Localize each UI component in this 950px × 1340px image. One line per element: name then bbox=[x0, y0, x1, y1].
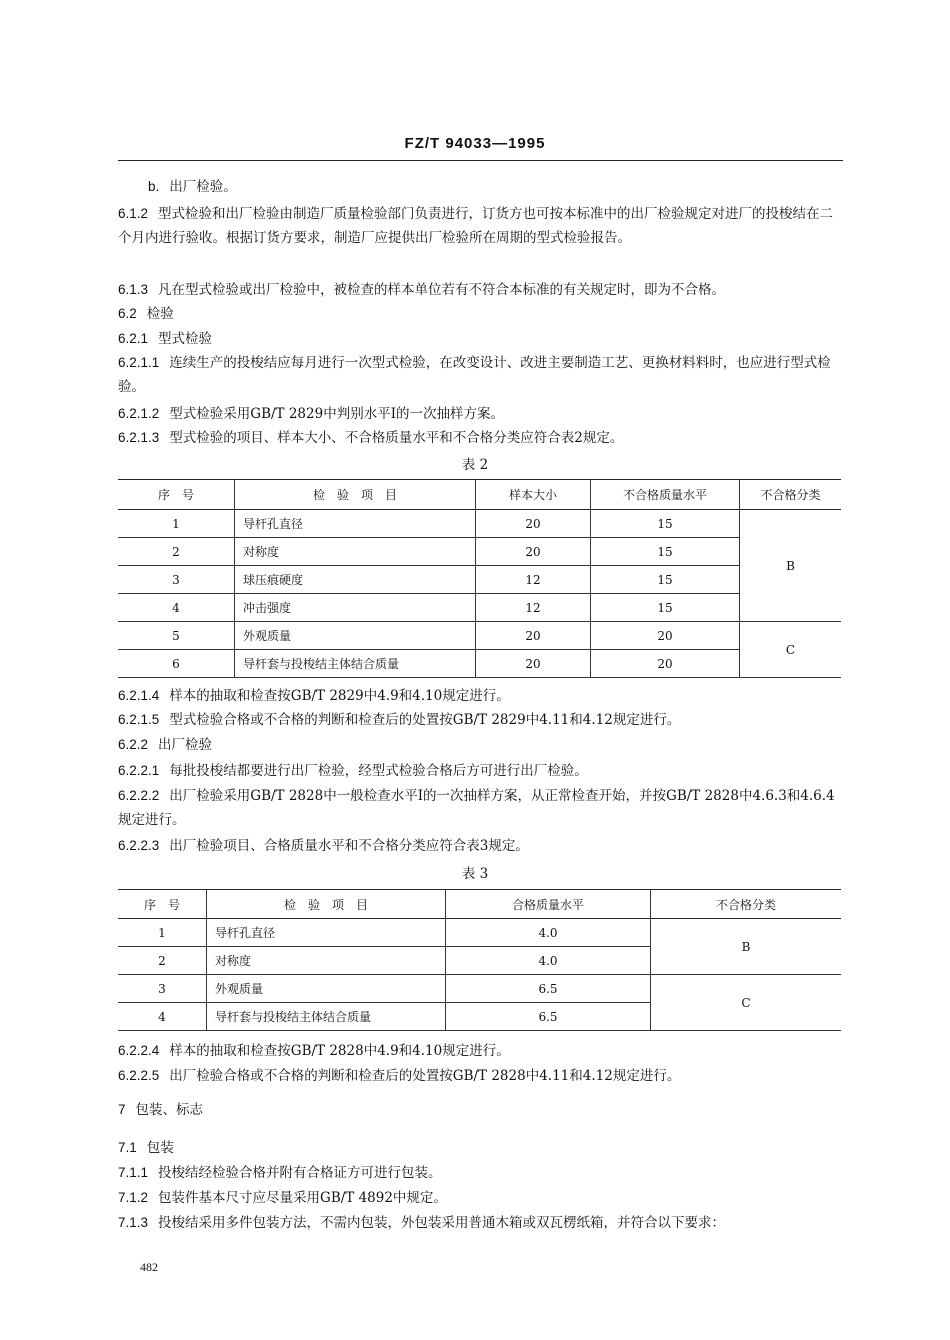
clause-number: 6.2.1.5 bbox=[118, 712, 160, 727]
table-cell: 导杆孔直径 bbox=[235, 510, 476, 538]
table-header-cell: 序 号 bbox=[118, 890, 207, 919]
paragraph-7-1-1 bbox=[118, 1161, 846, 1185]
clause-number: 6.2.1 bbox=[118, 331, 149, 346]
paragraph-6-2-2-4 bbox=[118, 1039, 846, 1063]
clause-number: 7.1 bbox=[118, 1140, 137, 1155]
clause-text: 凡在型式检验或出厂检验中，被检查的样本单位若有不符合本标准的有关规定时，即为不合格。 bbox=[158, 282, 726, 298]
clause-number: 6.2.2.4 bbox=[118, 1043, 160, 1058]
clause-number: 6.2.1.2 bbox=[118, 406, 160, 421]
paragraph-6-2-2 bbox=[118, 733, 846, 757]
table-row bbox=[118, 510, 841, 538]
clause-number: 6.1.3 bbox=[118, 282, 149, 297]
table-cell: 15 bbox=[591, 510, 740, 538]
table-3-caption: 表 3 bbox=[461, 866, 489, 882]
table-header-cell: 序 号 bbox=[118, 480, 235, 510]
section-7-heading bbox=[118, 1098, 846, 1122]
table-cell: 球压痕硬度 bbox=[235, 566, 476, 594]
paragraph-6-2-1-1 bbox=[118, 351, 846, 399]
table-header-cell: 不合格质量水平 bbox=[591, 480, 740, 510]
clause-number: 6.2.1.4 bbox=[118, 688, 160, 703]
clause-number: 7.1.3 bbox=[118, 1215, 149, 1230]
clause-number: 7.1.2 bbox=[118, 1190, 149, 1205]
table-cell: 4.0 bbox=[446, 919, 651, 947]
table-cell: 4 bbox=[118, 1003, 207, 1031]
paragraph-6-2-1-3 bbox=[118, 426, 846, 450]
table-cell: 对称度 bbox=[235, 538, 476, 566]
table-cell: 2 bbox=[118, 538, 235, 566]
clause-text: 型式检验和出厂检验由制造厂质量检验部门负责进行，订货方也可按本标准中的出厂检验规定对进厂的投梭结在二个月内进行验收。根据订货方要求，制造厂应提供出厂检验所在周期的型式检验报告。 bbox=[118, 206, 834, 246]
table-cell: 20 bbox=[591, 622, 740, 650]
paragraph-6-2-2-5 bbox=[118, 1064, 846, 1088]
table-header-cell: 不合格分类 bbox=[651, 890, 842, 919]
table-header-cell: 合格质量水平 bbox=[446, 890, 651, 919]
clause-number: 7.1.1 bbox=[118, 1165, 149, 1180]
clause-number: 6.2.2.1 bbox=[118, 763, 160, 778]
table-row bbox=[118, 650, 841, 678]
paragraph-7-1-2 bbox=[118, 1186, 846, 1210]
clause-number: 6.2.2.5 bbox=[118, 1068, 160, 1083]
clause-text: 投梭结经检验合格并附有合格证方可进行包装。 bbox=[158, 1165, 442, 1181]
table-cell: 3 bbox=[118, 566, 235, 594]
table-cell: 3 bbox=[118, 975, 207, 1003]
paragraph-6-2-2-3 bbox=[118, 834, 846, 858]
clause-number: 6.1.2 bbox=[118, 206, 149, 221]
table-cell: 12 bbox=[476, 566, 591, 594]
table-cell: 4 bbox=[118, 594, 235, 622]
clause-number: 6.2.1.1 bbox=[118, 355, 160, 370]
class-b-cell: B bbox=[740, 510, 842, 622]
table-cell: 20 bbox=[476, 650, 591, 678]
clause-text: 包装件基本尺寸应尽量采用GB/T 4892中规定。 bbox=[158, 1190, 447, 1206]
table-cell: 20 bbox=[476, 538, 591, 566]
clause-text: 连续生产的投梭结应每月进行一次型式检验，在改变设计、改进主要制造工艺、更换材料料时，也应进行型式检验。 bbox=[118, 355, 831, 395]
clause-number: 6.2 bbox=[118, 306, 137, 321]
table-cell: 15 bbox=[591, 566, 740, 594]
table-cell: 20 bbox=[476, 622, 591, 650]
table-cell: 导杆套与投梭结主体结合质量 bbox=[235, 650, 476, 678]
clause-number: 6.2.1.3 bbox=[118, 430, 160, 445]
paragraph-6-2-1-4 bbox=[118, 684, 846, 708]
clause-text: 型式检验合格或不合格的判断和检查后的处置按GB/T 2829中4.11和4.12规定进行。 bbox=[169, 712, 681, 728]
table-cell: 冲击强度 bbox=[235, 594, 476, 622]
paragraph-6-2-1-5 bbox=[118, 708, 846, 732]
table-cell: 6.5 bbox=[446, 975, 651, 1003]
paragraph-6-2-2-1 bbox=[118, 759, 846, 783]
clause-text: 样本的抽取和检查按GB/T 2828中4.9和4.10规定进行。 bbox=[169, 1043, 510, 1059]
table-row bbox=[118, 566, 841, 594]
paragraph-6-2 bbox=[118, 302, 846, 326]
table-cell: 12 bbox=[476, 594, 591, 622]
table-cell: 外观质量 bbox=[235, 622, 476, 650]
table-cell: 导杆孔直径 bbox=[207, 919, 446, 947]
table-3 bbox=[118, 889, 841, 1031]
class-c-cell: C bbox=[651, 975, 842, 1031]
clause-text: 每批投梭结都要进行出厂检验，经型式检验合格后方可进行出厂检验。 bbox=[169, 763, 588, 779]
paragraph-7-1 bbox=[118, 1136, 846, 1160]
table-cell: 15 bbox=[591, 594, 740, 622]
document-code: FZ/T 94033—1995 bbox=[404, 135, 546, 152]
class-b-cell: B bbox=[651, 919, 842, 975]
table-cell: 对称度 bbox=[207, 947, 446, 975]
clause-text: 包装、标志 bbox=[135, 1102, 204, 1118]
paragraph-7-1-3 bbox=[118, 1211, 846, 1235]
clause-text: 型式检验 bbox=[158, 331, 213, 347]
table-cell: 6 bbox=[118, 650, 235, 678]
paragraph-6-2-1 bbox=[118, 327, 846, 351]
header-rule bbox=[118, 160, 843, 161]
table-cell: 6.5 bbox=[446, 1003, 651, 1031]
table-row bbox=[118, 622, 841, 650]
paragraph-6-2-2-2 bbox=[118, 784, 846, 832]
clause-text: 出厂检验采用GB/T 2828中一般检查水平Ⅰ的一次抽样方案，从正常检查开始，并按GB/T 2828中4.6.3和4.6.4规定进行。 bbox=[118, 788, 835, 828]
clause-text: 出厂检验。 bbox=[169, 179, 237, 195]
table-2 bbox=[118, 479, 841, 678]
table-cell: 15 bbox=[591, 538, 740, 566]
table-header-cell: 不合格分类 bbox=[740, 480, 842, 510]
clause-text: 型式检验的项目、样本大小、不合格质量水平和不合格分类应符合表2规定。 bbox=[169, 430, 624, 446]
table-header-cell: 检 验 项 目 bbox=[235, 480, 476, 510]
table-2-caption: 表 2 bbox=[461, 457, 489, 473]
paragraph-b bbox=[148, 175, 848, 199]
paragraph-6-2-1-2 bbox=[118, 402, 846, 426]
clause-text: 包装 bbox=[146, 1140, 174, 1156]
table-cell: 1 bbox=[118, 919, 207, 947]
table-header-cell: 检 验 项 目 bbox=[207, 890, 446, 919]
table-header-cell: 样本大小 bbox=[476, 480, 591, 510]
clause-number: b. bbox=[148, 179, 160, 194]
table-row bbox=[118, 594, 841, 622]
clause-text: 检验 bbox=[146, 306, 174, 322]
table-cell: 2 bbox=[118, 947, 207, 975]
paragraph-6-1-3 bbox=[118, 278, 846, 302]
clause-text: 出厂检验 bbox=[158, 737, 213, 753]
table-cell: 外观质量 bbox=[207, 975, 446, 1003]
clause-number: 6.2.2 bbox=[118, 737, 149, 752]
clause-number: 6.2.2.3 bbox=[118, 838, 160, 853]
clause-number: 6.2.2.2 bbox=[118, 788, 160, 803]
table-cell: 5 bbox=[118, 622, 235, 650]
table-cell: 20 bbox=[591, 650, 740, 678]
table-row bbox=[118, 538, 841, 566]
clause-text: 出厂检验合格或不合格的判断和检查后的处置按GB/T 2828中4.11和4.12规定进行。 bbox=[169, 1068, 681, 1084]
table-cell: 1 bbox=[118, 510, 235, 538]
table-cell: 导杆套与投梭结主体结合质量 bbox=[207, 1003, 446, 1031]
table-cell: 4.0 bbox=[446, 947, 651, 975]
table-row bbox=[118, 975, 841, 1003]
table-cell: 20 bbox=[476, 510, 591, 538]
clause-text: 投梭结采用多件包装方法，不需内包装，外包装采用普通木箱或双瓦楞纸箱，并符合以下要求： bbox=[158, 1215, 726, 1231]
paragraph-6-1-2 bbox=[118, 202, 846, 250]
clause-text: 型式检验采用GB/T 2829中判别水平Ⅰ的一次抽样方案。 bbox=[169, 406, 505, 422]
clause-text: 样本的抽取和检查按GB/T 2829中4.9和4.10规定进行。 bbox=[169, 688, 510, 704]
table-row bbox=[118, 919, 841, 947]
class-c-cell: C bbox=[740, 622, 842, 678]
clause-number: 7 bbox=[118, 1102, 126, 1117]
clause-text: 出厂检验项目、合格质量水平和不合格分类应符合表3规定。 bbox=[169, 838, 529, 854]
page-number: 482 bbox=[140, 1260, 158, 1274]
